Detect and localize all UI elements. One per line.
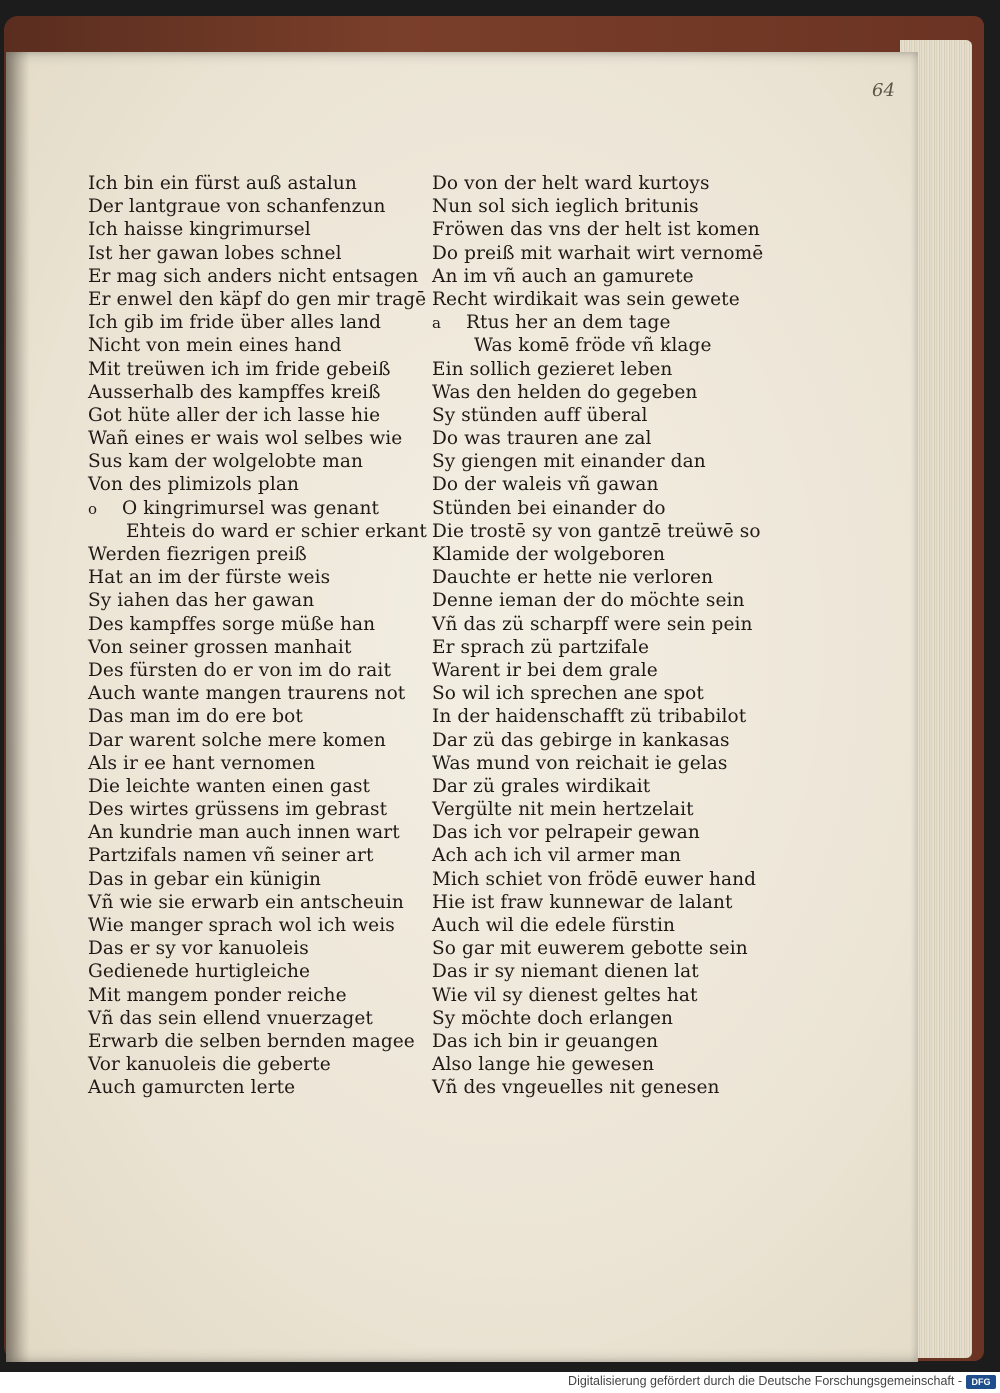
line-text: So gar mit euwerem gebotte sein xyxy=(432,938,748,960)
line-text: Werden fiezrigen preiß xyxy=(88,544,307,565)
text-line xyxy=(88,1076,418,1099)
text-line xyxy=(88,1030,418,1053)
text-line xyxy=(432,427,777,450)
line-text: Wie vil sy dienest geltes hat xyxy=(432,984,698,1006)
text-line xyxy=(88,265,418,288)
text-line xyxy=(432,358,777,381)
text-line xyxy=(88,914,418,937)
text-line xyxy=(88,311,418,334)
line-text: Von seiner grossen manhait xyxy=(88,636,352,658)
text-line xyxy=(432,891,777,914)
line-text: Gedienede hurtigleiche xyxy=(88,961,311,983)
line-text: In der haidenschafft zü tribabilot xyxy=(432,706,747,728)
line-text: Sy stünden auff überal xyxy=(432,404,648,426)
line-text: An im vñ auch an gamurete xyxy=(432,265,694,287)
text-line xyxy=(432,404,777,427)
text-line xyxy=(432,589,777,612)
line-text: Vergülte nit mein hertzelait xyxy=(432,799,694,821)
line-text: Warent ir bei dem grale xyxy=(432,659,658,681)
text-line xyxy=(88,1007,418,1030)
text-line xyxy=(88,775,418,798)
line-text: Ist her gawan lobes schnel xyxy=(88,242,342,264)
text-line xyxy=(432,195,777,218)
text-line xyxy=(88,821,418,844)
line-text: Dar zü das gebirge in kankasas xyxy=(432,729,730,751)
text-line xyxy=(88,334,418,357)
dfg-logo: DFG xyxy=(966,1375,996,1389)
line-text: Nun sol sich ieglich britunis xyxy=(432,196,699,218)
text-line xyxy=(432,543,777,566)
line-text: Sy möchte doch erlangen xyxy=(432,1007,674,1029)
text-line xyxy=(88,218,418,241)
text-line xyxy=(432,218,777,241)
line-text: Klamide der wolgeboren xyxy=(432,544,665,565)
text-line xyxy=(432,705,777,728)
line-text: Mich schiet von frödē euwer hand xyxy=(432,868,757,890)
line-text: Wie manger sprach wol ich weis xyxy=(88,915,395,936)
line-text: Hie ist fraw kunnewar de lalant xyxy=(432,891,733,913)
line-text: An kundrie man auch innen wart xyxy=(88,822,400,844)
text-line xyxy=(432,868,777,891)
text-line xyxy=(88,450,418,473)
text-line xyxy=(88,497,418,520)
line-text: Vñ das sein ellend vnuerzaget xyxy=(88,1007,373,1029)
text-line xyxy=(88,1053,418,1076)
text-line xyxy=(88,891,418,914)
text-line xyxy=(432,172,777,195)
line-text: Vñ wie sie erwarb ein antscheuin xyxy=(88,891,404,913)
line-text: Do was trauren ane zal xyxy=(432,428,652,450)
line-text: Denne ieman der do möchte sein xyxy=(432,590,745,612)
text-line xyxy=(88,288,427,311)
line-text: Auch wante mangen traurens not xyxy=(88,683,406,705)
line-text: Stünden bei einander do xyxy=(432,497,666,519)
line-text: Vñ des vngeuelles nit genesen xyxy=(432,1077,720,1099)
line-text: Mit treüwen ich im fride gebeiß xyxy=(88,358,391,380)
line-text: Das er sy vor kanuoleis xyxy=(88,938,309,960)
line-text: Recht wirdikait was sein gewete xyxy=(432,288,740,310)
text-line xyxy=(432,914,777,937)
text-line xyxy=(88,242,418,265)
line-text: Do preiß mit warhait wirt vernomē xyxy=(432,242,764,264)
text-line xyxy=(432,1076,777,1099)
text-line xyxy=(88,798,418,821)
text-line xyxy=(432,682,777,705)
text-line xyxy=(432,1030,777,1053)
line-text: Hat an im der fürste weis xyxy=(88,567,331,589)
line-text: Von des plimizols plan xyxy=(88,474,299,496)
line-text: Got hüte aller der ich lasse hie xyxy=(88,404,381,426)
text-line xyxy=(88,566,418,589)
text-line xyxy=(432,798,777,821)
text-line xyxy=(88,172,418,195)
line-text: Ein sollich gezieret leben xyxy=(432,358,673,380)
text-line xyxy=(432,473,777,496)
line-text: Das man im do ere bot xyxy=(88,706,303,728)
line-text: Vñ das zü scharpff were sein pein xyxy=(432,613,753,635)
text-line xyxy=(88,960,418,983)
line-text: Dar zü grales wirdikait xyxy=(432,775,651,797)
text-line xyxy=(88,729,418,752)
text-line xyxy=(88,844,418,867)
line-text: Des wirtes grüssens im gebrast xyxy=(88,799,388,821)
line-text: Die leichte wanten einen gast xyxy=(88,775,371,797)
text-line xyxy=(432,311,777,334)
text-line xyxy=(88,381,418,404)
text-line xyxy=(432,334,777,357)
text-line xyxy=(88,358,418,381)
line-text: Die trostē sy von gantzē treüwē so xyxy=(432,520,761,542)
text-line xyxy=(432,497,777,520)
line-text: Mit mangem ponder reiche xyxy=(88,984,347,1006)
line-text: Was komē fröde vñ klage xyxy=(474,335,712,357)
text-column-left xyxy=(88,172,427,1100)
line-text: Fröwen das vns der helt ist komen xyxy=(432,219,760,241)
text-line xyxy=(432,450,777,473)
text-line xyxy=(88,868,418,891)
line-text: Das ich vor pelrapeir gewan xyxy=(432,822,700,844)
line-text: Ich haisse kingrimursel xyxy=(88,219,311,241)
line-text: Auch wil die edele fürstin xyxy=(432,915,676,936)
line-text: Ach ach ich vil armer man xyxy=(432,845,682,867)
text-line xyxy=(432,1053,777,1076)
line-text: Sy iahen das her gawan xyxy=(88,590,315,612)
line-text: Ehteis do ward er schier erkant xyxy=(126,520,427,542)
line-text: Do der waleis vñ gawan xyxy=(432,474,659,496)
text-line xyxy=(88,752,418,775)
text-line xyxy=(432,288,777,311)
text-line xyxy=(432,636,777,659)
line-text: Der lantgraue von schanfenzun xyxy=(88,196,386,218)
line-text: Do von der helt ward kurtoys xyxy=(432,173,710,194)
text-line xyxy=(432,659,777,682)
line-text: Sy giengen mit einander dan xyxy=(432,451,706,473)
line-text: Er enwel den käpf do gen mir tragē xyxy=(88,288,427,310)
text-line xyxy=(432,752,777,775)
funding-credit: Digitalisierung gefördert durch die Deutsche Forschungsgemeinschaft - xyxy=(568,1374,962,1388)
gutter-shadow xyxy=(6,52,30,1362)
line-text: Auch gamurcten lerte xyxy=(88,1077,296,1099)
text-line xyxy=(88,705,418,728)
line-text: Das ir sy niemant dienen lat xyxy=(432,961,699,983)
text-line xyxy=(88,404,418,427)
text-line xyxy=(88,473,418,496)
text-line xyxy=(88,682,418,705)
text-line xyxy=(432,520,777,543)
text-line xyxy=(432,566,777,589)
line-text: Nicht von mein eines hand xyxy=(88,335,342,357)
line-text: Partzifals namen vñ seiner art xyxy=(88,845,374,867)
text-line xyxy=(432,265,777,288)
line-text: Ausserhalb des kampffes kreiß xyxy=(88,381,381,403)
text-line xyxy=(432,1007,777,1030)
text-line xyxy=(432,960,777,983)
text-line xyxy=(432,984,777,1007)
line-text: Als ir ee hant vernomen xyxy=(88,752,316,774)
text-line xyxy=(432,242,777,265)
text-line xyxy=(88,589,418,612)
text-line xyxy=(432,821,777,844)
line-text: Dauchte er hette nie verloren xyxy=(432,567,714,589)
line-text: Ich gib im fride über alles land xyxy=(88,312,382,334)
line-text: Rtus her an dem tage xyxy=(466,312,671,334)
text-column-right xyxy=(432,172,777,1100)
text-line xyxy=(432,613,777,636)
text-line xyxy=(432,729,777,752)
line-text: Dar warent solche mere komen xyxy=(88,729,386,751)
line-text: Was den helden do gegeben xyxy=(432,381,698,403)
text-line xyxy=(88,543,418,566)
line-text: Wañ eines er wais wol selbes wie xyxy=(88,428,403,450)
line-text: So wil ich sprechen ane spot xyxy=(432,683,704,705)
line-text: Vor kanuoleis die geberte xyxy=(88,1054,331,1076)
text-line xyxy=(88,937,418,960)
line-text: Das in gebar ein künigin xyxy=(88,868,322,890)
line-text: Er mag sich anders nicht entsagen xyxy=(88,265,419,287)
text-line xyxy=(432,381,777,404)
line-text: Sus kam der wolgelobte man xyxy=(88,451,364,473)
folio-number: 64 xyxy=(872,80,895,101)
line-text: O kingrimursel was genant xyxy=(122,497,380,519)
text-line xyxy=(432,775,777,798)
line-text: Erwarb die selben bernden magee xyxy=(88,1030,415,1052)
text-line xyxy=(88,636,418,659)
guide-letter: a xyxy=(432,314,442,333)
line-text: Das ich bin ir geuangen xyxy=(432,1030,659,1052)
text-line xyxy=(88,427,418,450)
text-line xyxy=(432,937,777,960)
text-line xyxy=(88,984,418,1007)
guide-letter: o xyxy=(88,499,98,518)
line-text: Ich bin ein fürst auß astalun xyxy=(88,173,357,194)
line-text: Des kampffes sorge müße han xyxy=(88,613,376,635)
text-line xyxy=(88,659,418,682)
line-text: Er sprach zü partzifale xyxy=(432,636,649,658)
text-line xyxy=(88,613,418,636)
text-line xyxy=(88,195,418,218)
text-line xyxy=(432,844,777,867)
footer-bar xyxy=(0,1372,1000,1393)
line-text: Des fürsten do er von im do rait xyxy=(88,659,391,681)
line-text: Also lange hie gewesen xyxy=(432,1054,655,1076)
line-text: Was mund von reichait ie gelas xyxy=(432,752,728,774)
text-line xyxy=(88,520,427,543)
